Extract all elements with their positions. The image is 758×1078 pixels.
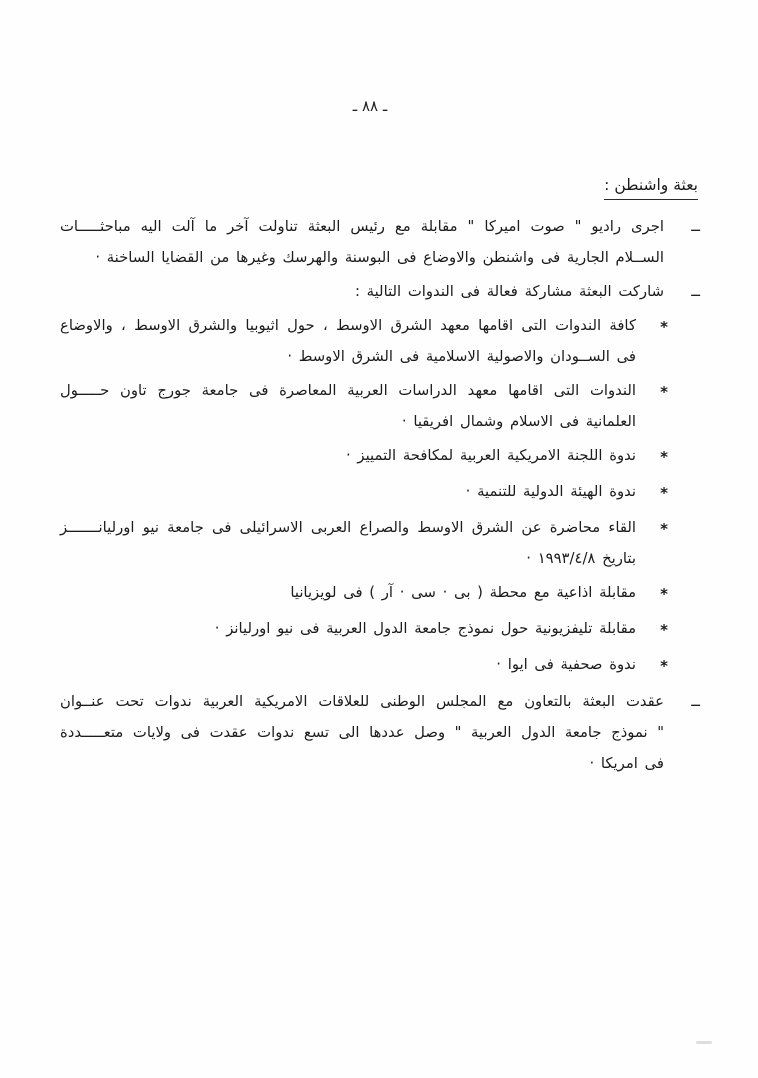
- text-line: ندوة الهيئة الدولية للتنمية ·: [465, 483, 636, 500]
- text-line: القاء محاضرة عن الشرق الاوسط والصراع العربى الاسرائيلى فى جامعة نيو اورليانـــــــز: [60, 519, 636, 536]
- list-item: [60, 613, 700, 646]
- star-bullet: *: [660, 484, 668, 502]
- star-bullet: *: [660, 621, 668, 639]
- paragraph: [60, 440, 636, 473]
- list-item: [60, 211, 700, 273]
- list-item: [60, 440, 700, 473]
- dash-bullet: ــ: [691, 692, 700, 710]
- paragraph: [60, 686, 664, 779]
- list-item: [60, 375, 700, 437]
- text-line: ندوة صحفية فى ايوا ·: [496, 656, 636, 673]
- list-item: [60, 310, 700, 372]
- document-body: [60, 211, 700, 782]
- paragraph: [60, 476, 636, 509]
- text-line: مقابلة اذاعية مع محطة ( بى · سى · آر ) فى لويزيانيا: [290, 584, 636, 601]
- star-bullet: *: [660, 383, 668, 401]
- paragraph: [60, 211, 664, 273]
- star-bullet: *: [660, 448, 668, 466]
- star-bullet: *: [660, 520, 668, 538]
- list-item: [60, 276, 700, 307]
- star-bullet: *: [660, 657, 668, 675]
- list-item: [60, 512, 700, 574]
- text-line: فى امريكا ·: [589, 755, 664, 772]
- list-item: [60, 476, 700, 509]
- text-line: " نموذج جامعة الدول العربية " وصل عددها الى تسع ندوات عقدت فى ولايات متعـــــددة: [60, 724, 664, 741]
- scan-artifact: [696, 1041, 712, 1044]
- text-line: الندوات التى اقامها معهد الدراسات العربية المعاصرة فى جامعة جورج تاون حـــــول: [60, 382, 636, 399]
- paragraph: [60, 310, 636, 372]
- page-number: ـ ٨٨ ـ: [352, 97, 388, 115]
- dash-bullet: ــ: [691, 217, 700, 235]
- paragraph: [60, 649, 636, 682]
- paragraph: [60, 512, 636, 574]
- text-line: عقدت البعثة بالتعاون مع المجلس الوطنى للعلاقات الامريكية العربية ندوات تحت عنــوان: [60, 693, 664, 710]
- paragraph: [60, 613, 636, 646]
- list-item: [60, 649, 700, 682]
- text-line: العلمانية فى الاسلام وشمال افريقيا ·: [401, 413, 636, 430]
- star-bullet: *: [660, 318, 668, 336]
- text-line: بتاريخ ١٩٩٣/٤/٨ ·: [526, 550, 636, 567]
- star-bullet: *: [660, 585, 668, 603]
- text-line: فى الســودان والاصولية الاسلامية فى الشرق الاوسط ·: [287, 348, 636, 365]
- text-line: اجرى راديو " صوت اميركا " مقابلة مع رئيس البعثة تناولت آخر ما آلت اليه مباحثـــــات: [60, 218, 664, 235]
- text-line: الســلام الجارية فى واشنطن والاوضاع فى البوسنة والهرسك وغيرها من القضايا الساخنة ·: [95, 249, 664, 266]
- paragraph: [60, 276, 664, 307]
- section-heading: بعثة واشنطن :: [604, 176, 698, 200]
- list-item: [60, 577, 700, 610]
- text-line: مقابلة تليفزيونية حول نموذج جامعة الدول العربية فى نيو اورليانز ·: [214, 620, 636, 637]
- text-line: شاركت البعثة مشاركة فعالة فى الندوات التالية :: [354, 283, 664, 300]
- paragraph: [60, 577, 636, 610]
- dash-bullet: ــ: [691, 282, 700, 300]
- text-line: كافة الندوات التى اقامها معهد الشرق الاوسط ، حول اثيوبيا والشرق الاوسط ، والاوضاع: [60, 317, 636, 334]
- paragraph: [60, 375, 636, 437]
- list-item: [60, 686, 700, 779]
- text-line: ندوة اللجنة الامريكية العربية لمكافحة التمييز ·: [346, 447, 636, 464]
